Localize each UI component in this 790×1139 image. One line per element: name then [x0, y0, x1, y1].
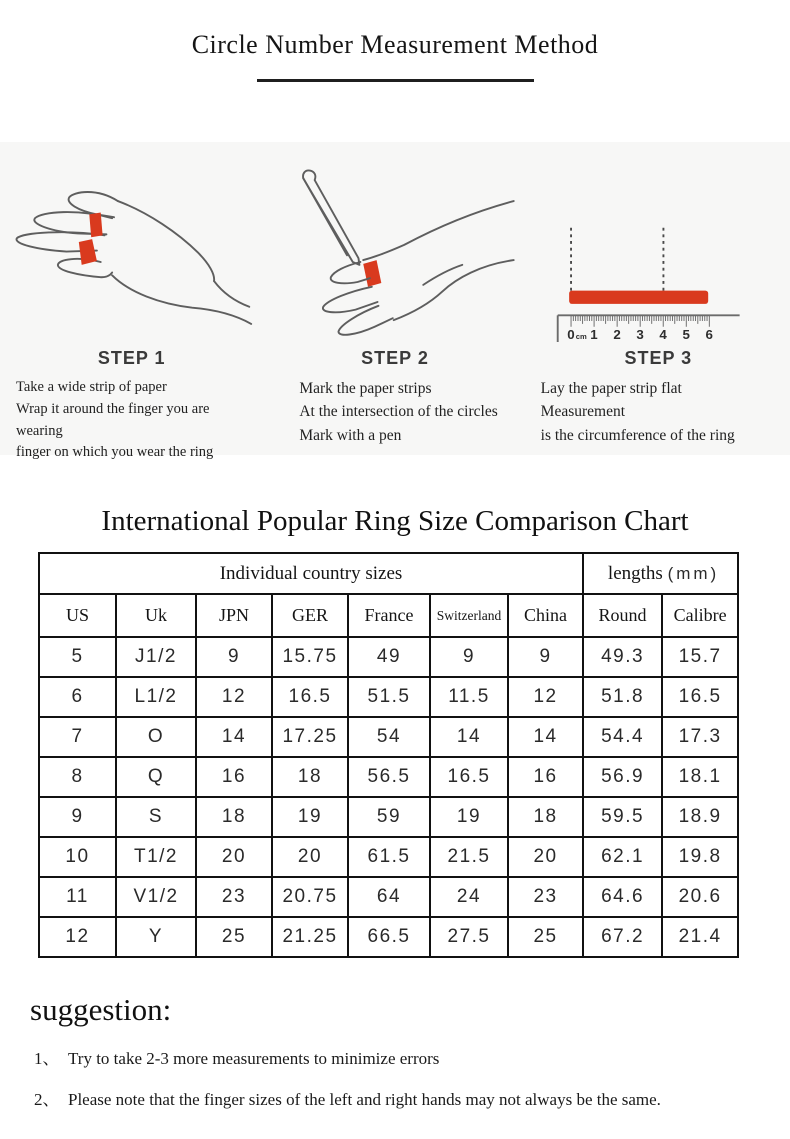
step-3-line-2: Measurement — [540, 403, 626, 421]
column-header-calibre: Calibre — [662, 594, 738, 637]
column-header-ger: GER — [272, 594, 348, 637]
table-cell: 12 — [508, 677, 583, 717]
table-cell: 62.1 — [583, 837, 662, 877]
table-cell: 66.5 — [348, 917, 430, 957]
suggestion-heading: suggestion: — [30, 992, 172, 1027]
table-cell: 20 — [508, 837, 583, 877]
ruler-number-3: 3 — [636, 327, 644, 342]
table-row — [39, 717, 738, 757]
table-cell: 15.7 — [662, 637, 738, 677]
table-row — [39, 877, 738, 917]
table-cell: 9 — [39, 797, 116, 837]
pen-mark-icon — [263, 142, 526, 342]
step-1-text — [0, 377, 263, 464]
column-header-round: Round — [583, 594, 662, 637]
group-header-lengths — [583, 553, 738, 594]
table-cell: 16.5 — [662, 677, 738, 717]
pen-marking-strip-illustration — [263, 142, 526, 342]
table-cell: 19 — [430, 797, 508, 837]
table-cell: 20.6 — [662, 877, 738, 917]
table-cell: 16 — [196, 757, 272, 797]
suggestion-item-1-text: Try to take 2-3 more measurements to minimize errors — [68, 1049, 440, 1068]
table-cell: 61.5 — [348, 837, 430, 877]
table-cell: 16 — [508, 757, 583, 797]
table-cell: 8 — [39, 757, 116, 797]
size-table-body — [39, 637, 738, 957]
suggestion-item-2 — [34, 1085, 790, 1110]
ruler-ticks — [571, 315, 709, 326]
column-header-jpn: JPN — [196, 594, 272, 637]
table-cell: O — [116, 717, 196, 757]
step-2-line-1: Mark the paper strips — [299, 380, 432, 397]
column-header-china: China — [508, 594, 583, 637]
table-cell: 16.5 — [430, 757, 508, 797]
table-cell: 64.6 — [583, 877, 662, 917]
step-2-line-3: Mark with a pen — [299, 426, 402, 444]
table-cell: 23 — [196, 877, 272, 917]
table-cell: 54.4 — [583, 717, 662, 757]
suggestion-item-2-marker: 2、 — [34, 1090, 60, 1109]
hand-strip-icon — [0, 142, 263, 342]
table-row — [39, 917, 738, 957]
ruler-numbers — [567, 327, 713, 342]
table-row — [39, 757, 738, 797]
table-row — [39, 677, 738, 717]
table-column-header-row — [39, 594, 738, 637]
table-cell: 9 — [430, 637, 508, 677]
table-cell: 59.5 — [583, 797, 662, 837]
table-cell: 49.3 — [583, 637, 662, 677]
table-cell: V1/2 — [116, 877, 196, 917]
table-cell: 15.75 — [272, 637, 348, 677]
table-cell: 56.9 — [583, 757, 662, 797]
table-cell: 23 — [508, 877, 583, 917]
table-cell: 19.8 — [662, 837, 738, 877]
table-cell: 17.25 — [272, 717, 348, 757]
step-1-label: STEP 1 — [97, 348, 166, 368]
column-header-france: France — [348, 594, 430, 637]
table-cell: 12 — [39, 917, 116, 957]
step-3-line-1: Lay the paper strip flat — [540, 380, 682, 397]
table-cell: 64 — [348, 877, 430, 917]
step-1-section — [0, 142, 263, 461]
measurement-steps-panel — [0, 142, 790, 461]
table-cell: T1/2 — [116, 837, 196, 877]
table-cell: 18.1 — [662, 757, 738, 797]
table-cell: 59 — [348, 797, 430, 837]
table-row — [39, 797, 738, 837]
table-cell: 27.5 — [430, 917, 508, 957]
table-cell: 9 — [508, 637, 583, 677]
table-cell: S — [116, 797, 196, 837]
column-header-us: US — [39, 594, 116, 637]
step-1-line-3: finger on which you wear the ring — [16, 444, 214, 461]
table-cell: 24 — [430, 877, 508, 917]
step-1-line-2: Wrap it around the finger you are wearing — [16, 400, 210, 439]
table-cell: 18.9 — [662, 797, 738, 837]
lengths-label: lengths — [607, 562, 663, 584]
table-cell: 5 — [39, 637, 116, 677]
title-underline — [257, 79, 534, 82]
table-cell: 21.25 — [272, 917, 348, 957]
ring-size-table — [38, 552, 739, 958]
suggestion-item-2-text: Please note that the finger sizes of the left and right hands may not always be the same. — [68, 1090, 661, 1109]
table-cell: Y — [116, 917, 196, 957]
step-3-text — [527, 377, 790, 447]
table-cell: 7 — [39, 717, 116, 757]
ruler-number-4: 4 — [659, 327, 667, 342]
table-cell: 20.75 — [272, 877, 348, 917]
table-row — [39, 637, 738, 677]
table-cell: 21.4 — [662, 917, 738, 957]
table-row — [39, 837, 738, 877]
table-cell: 16.5 — [272, 677, 348, 717]
ruler-measurement-illustration — [527, 142, 790, 342]
step-1-line-1: Take a wide strip of paper — [16, 379, 167, 395]
table-cell: 18 — [508, 797, 583, 837]
suggestion-item-1 — [34, 1044, 790, 1069]
table-cell: 9 — [196, 637, 272, 677]
step-2-line-2: At the intersection of the circles — [299, 403, 498, 421]
table-cell: 12 — [196, 677, 272, 717]
ruler-icon — [527, 142, 790, 342]
table-cell: Q — [116, 757, 196, 797]
step-3-section — [527, 142, 790, 455]
table-cell: 51.8 — [583, 677, 662, 717]
mm-unit-label: (mm) — [667, 563, 720, 583]
table-cell: 14 — [508, 717, 583, 757]
table-cell: 51.5 — [348, 677, 430, 717]
ruler-unit-label: cm — [575, 332, 587, 342]
table-cell: L1/2 — [116, 677, 196, 717]
table-group-header-row — [39, 553, 738, 594]
step-2-text — [263, 377, 526, 447]
table-cell: 11 — [39, 877, 116, 917]
table-cell: J1/2 — [116, 637, 196, 677]
table-cell: 25 — [196, 917, 272, 957]
table-cell: 19 — [272, 797, 348, 837]
table-cell: 67.2 — [583, 917, 662, 957]
table-cell: 25 — [508, 917, 583, 957]
ruler-number-5: 5 — [682, 327, 690, 342]
table-cell: 17.3 — [662, 717, 738, 757]
chart-title: International Popular Ring Size Comparison Chart — [101, 505, 689, 537]
table-cell: 20 — [196, 837, 272, 877]
table-cell: 10 — [39, 837, 116, 877]
ruler-number-0: 0 — [566, 327, 575, 342]
group-header-country-sizes: Individual country sizes — [39, 553, 583, 594]
table-cell: 14 — [430, 717, 508, 757]
table-cell: 14 — [196, 717, 272, 757]
ruler-number-2: 2 — [612, 327, 621, 342]
hand-with-paper-strip-illustration — [0, 142, 263, 342]
table-cell: 18 — [272, 757, 348, 797]
ruler-number-6: 6 — [705, 327, 713, 342]
column-header-uk: Uk — [116, 594, 196, 637]
suggestion-item-1-marker: 1、 — [34, 1049, 60, 1068]
table-cell: 20 — [272, 837, 348, 877]
table-cell: 54 — [348, 717, 430, 757]
ruler-number-1: 1 — [589, 327, 598, 342]
step-2-label: STEP 2 — [361, 348, 429, 368]
table-cell: 56.5 — [348, 757, 430, 797]
table-cell: 18 — [196, 797, 272, 837]
table-cell: 6 — [39, 677, 116, 717]
page-title: Circle Number Measurement Method — [191, 30, 599, 59]
step-2-section — [263, 142, 526, 455]
step-3-label: STEP 3 — [624, 348, 693, 368]
step-3-line-3: is the circumference of the ring — [540, 426, 735, 444]
table-cell: 49 — [348, 637, 430, 677]
column-header-switzerland: Switzerland — [430, 594, 508, 637]
table-cell: 21.5 — [430, 837, 508, 877]
table-cell: 11.5 — [430, 677, 508, 717]
